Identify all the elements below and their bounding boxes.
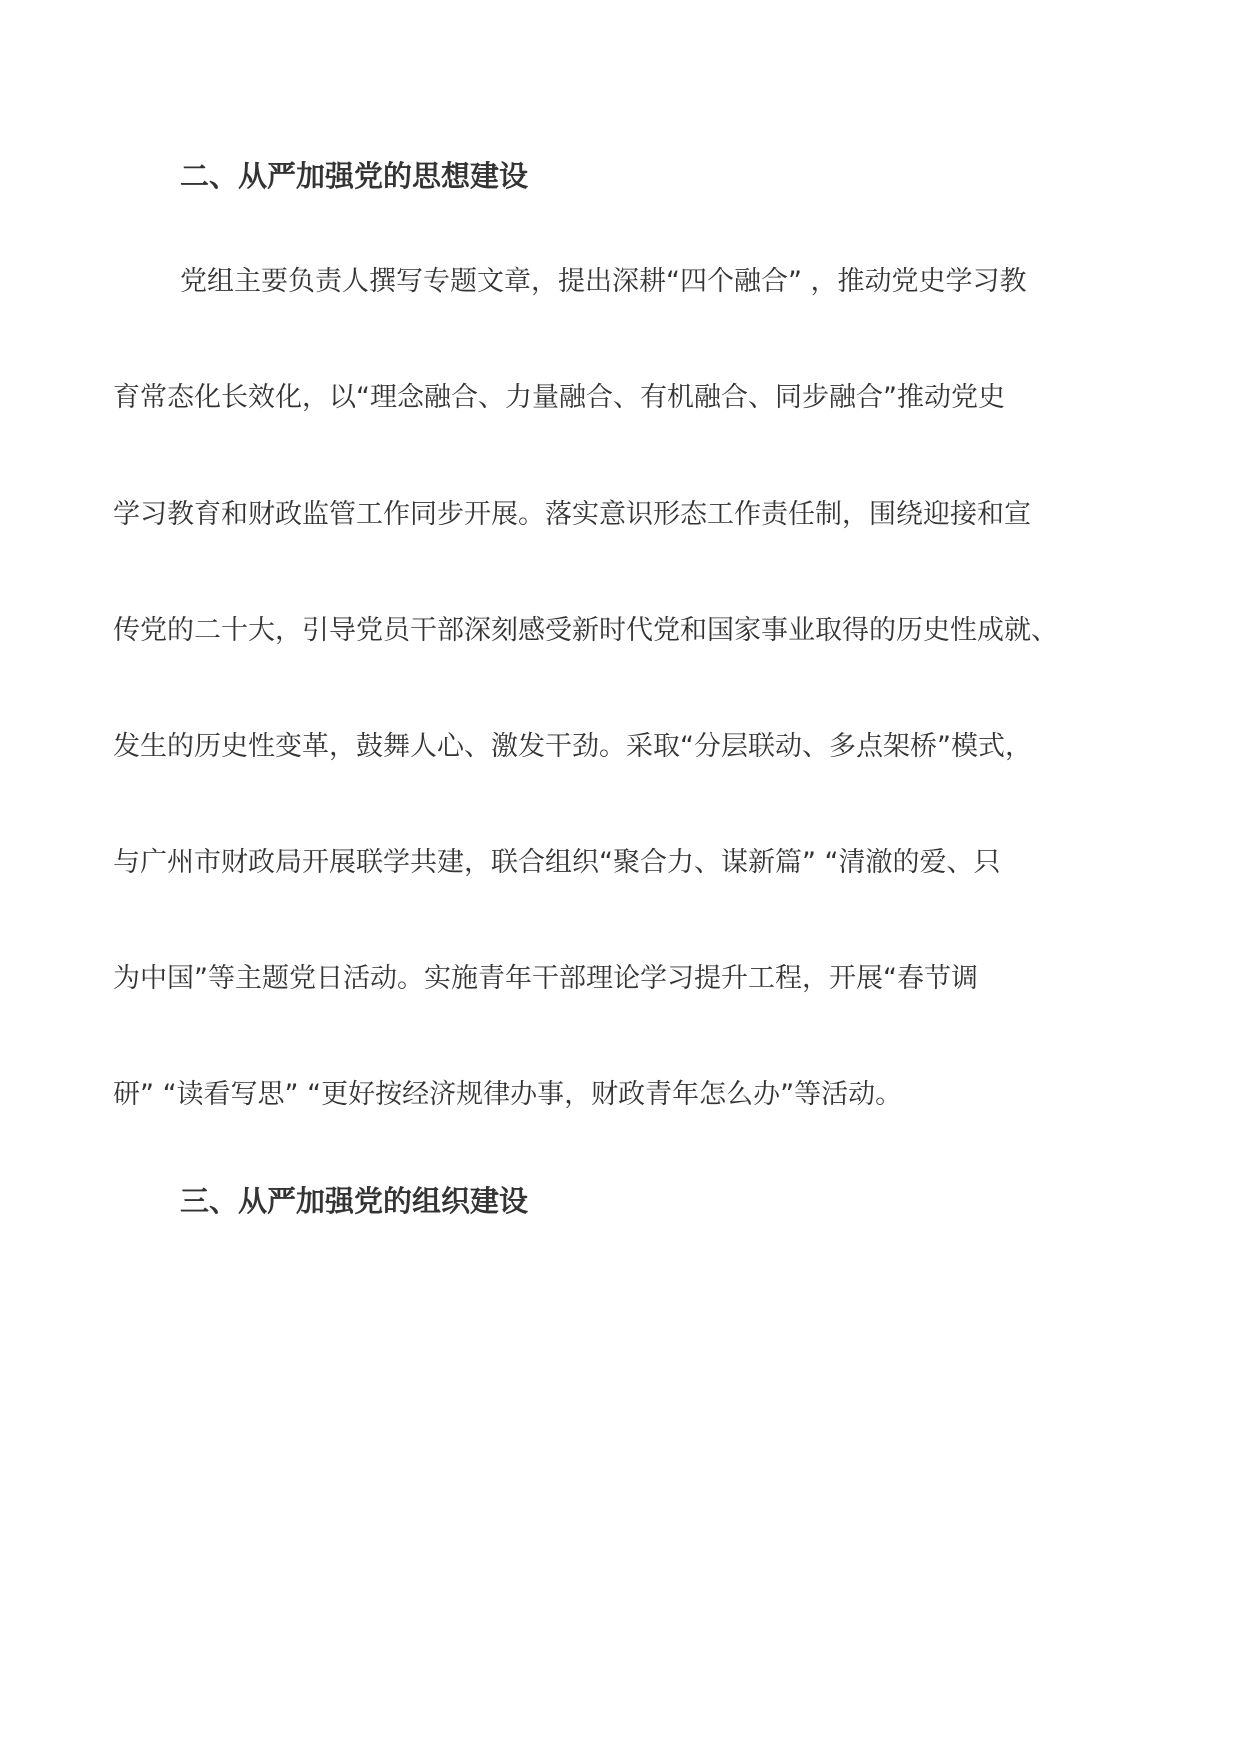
- paragraph-line: 学习教育和财政监管工作同步开展。落实意识形态工作责任制，围绕迎接和宣: [113, 499, 1031, 530]
- paragraph-line: 党组主要负责人撰写专题文章，提出深耕“四个融合” ，推动党史学习教: [180, 266, 1027, 297]
- paragraph-line: 育常态化长效化，以“理念融合、力量融合、有机融合、同步融合”推动党史: [113, 382, 1005, 413]
- paragraph-line: 发生的历史性变革，鼓舞人心、激发干劲。采取“分层联动、多点架桥”模式，: [113, 731, 1032, 762]
- paragraph-line: 研” “读看写思” “更好按经济规律办事，财政青年怎么办”等活动。: [113, 1079, 903, 1110]
- paragraph-line: 为中国”等主题党日活动。实施青年干部理论学习提升工程，开展“春节调: [113, 963, 978, 994]
- paragraph-line: 传党的二十大，引导党员干部深刻感受新时代党和国家事业取得的历史性成就、: [113, 615, 1058, 646]
- section-heading-3: 三、从严加强党的组织建设: [180, 1184, 529, 1218]
- paragraph-line: 与广州市财政局开展联学共建，联合组织“聚合力、谋新篇” “清澈的爱、只: [113, 847, 1001, 878]
- section-heading-2: 二、从严加强党的思想建设: [180, 159, 529, 193]
